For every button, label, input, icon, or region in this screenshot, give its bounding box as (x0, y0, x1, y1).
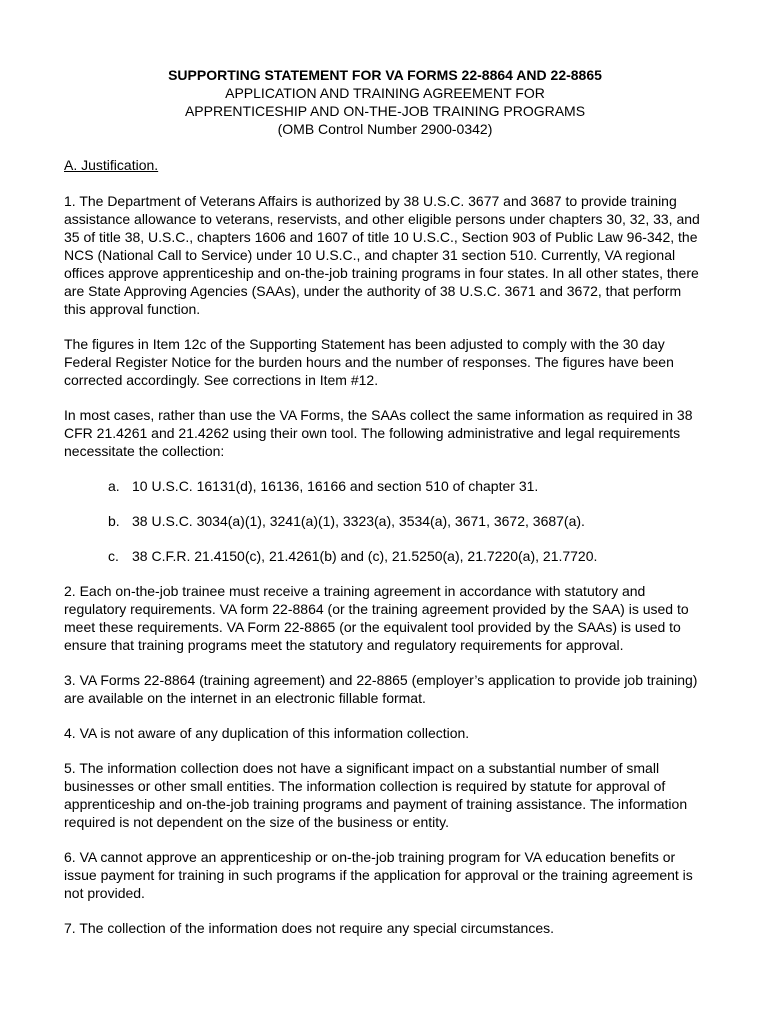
document-subtitle-line1: APPLICATION AND TRAINING AGREEMENT FOR (225, 85, 545, 101)
list-item-a-label: a. (108, 478, 120, 494)
section-heading-justification: A. Justification. (64, 157, 159, 173)
paragraph-2: 2. Each on-the-job trainee must receive a training agreement in accordance with statutory and regulatory requirements. VA form 22-8864 (or the training agreement provided by the SAA) is used to meet these requirements. VA Form 22-8865 (or the equivalent tool provided by the SAAs) is used to ensure that training programs meet the statutory and regulatory requirements for approval. (64, 583, 689, 653)
document-title: SUPPORTING STATEMENT FOR VA FORMS 22-8864 AND 22-8865 (168, 67, 602, 83)
document-subtitle-line2: APPRENTICESHIP AND ON-THE-JOB TRAINING PROGRAMS (184, 103, 586, 119)
paragraph-6: 6. VA cannot approve an apprenticeship or on-the-job training program for VA education benefits or issue payment for training in such programs if the application for approval or the training agreement is not provided. (64, 849, 693, 901)
list-item-b-text: 38 U.S.C. 3034(a)(1), 3241(a)(1), 3323(a), 3534(a), 3671, 3672, 3687(a). (132, 513, 585, 529)
list-item-c-text: 38 C.F.R. 21.4150(c), 21.4261(b) and (c), 21.5250(a), 21.7220(a), 21.7720. (132, 548, 598, 564)
paragraph-7: 7. The collection of the information does not require any special circumstances. (64, 920, 554, 936)
paragraph-most-cases: In most cases, rather than use the VA Forms, the SAAs collect the same information as required in 38 CFR 21.4261 and 21.4262 using their own tool. The following administrative and legal requirements necessitate the collection: (64, 407, 693, 459)
paragraph-5: 5. The information collection does not have a significant impact on a substantial number of small businesses or other small entities. The information collection is required by statute for approval of apprenticeship and on-the-job training programs and payment of training assistance. The information required is not dependent on the size of the business or entity. (64, 760, 688, 830)
paragraph-4: 4. VA is not aware of any duplication of this information collection. (64, 725, 470, 741)
omb-control-number: (OMB Control Number 2900-0342) (277, 121, 493, 137)
list-item-b (108, 512, 706, 530)
title-block (64, 66, 706, 138)
paragraph-figures-note: The figures in Item 12c of the Supporting Statement has been adjusted to comply with the 30 day Federal Register Notice for the burden hours and the number of responses. The figures have been corrected accordingly. See corrections in Item #12. (64, 336, 674, 388)
list-item-a (108, 477, 706, 495)
paragraph-3: 3. VA Forms 22-8864 (training agreement) and 22-8865 (employer’s application to provide job training) are available on the internet in an electronic fillable format. (64, 672, 698, 706)
list-item-b-label: b. (108, 513, 120, 529)
paragraph-1: 1. The Department of Veterans Affairs is authorized by 38 U.S.C. 3677 and 3687 to provide training assistance allowance to veterans, reservists, and other eligible persons under chapters 30, 32, 33, and 35 of title 38, U.S.C., chapters 1606 and 1607 of title 10 U.S.C., Section 903 of Public Law 96-342, the NCS (National Call to Service) under 10 U.S.C., and chapter 31 section 510. Currently, VA regional offices approve apprenticeship and on-the-job training programs in four states. In all other states, there are State Approving Agencies (SAAs), under the authority of 38 U.S.C. 3671 and 3672, that perform this approval function. (64, 193, 700, 317)
list-item-a-text: 10 U.S.C. 16131(d), 16136, 16166 and section 510 of chapter 31. (132, 478, 539, 494)
list-item-c-label: c. (108, 548, 119, 564)
list-item-c (108, 547, 706, 565)
